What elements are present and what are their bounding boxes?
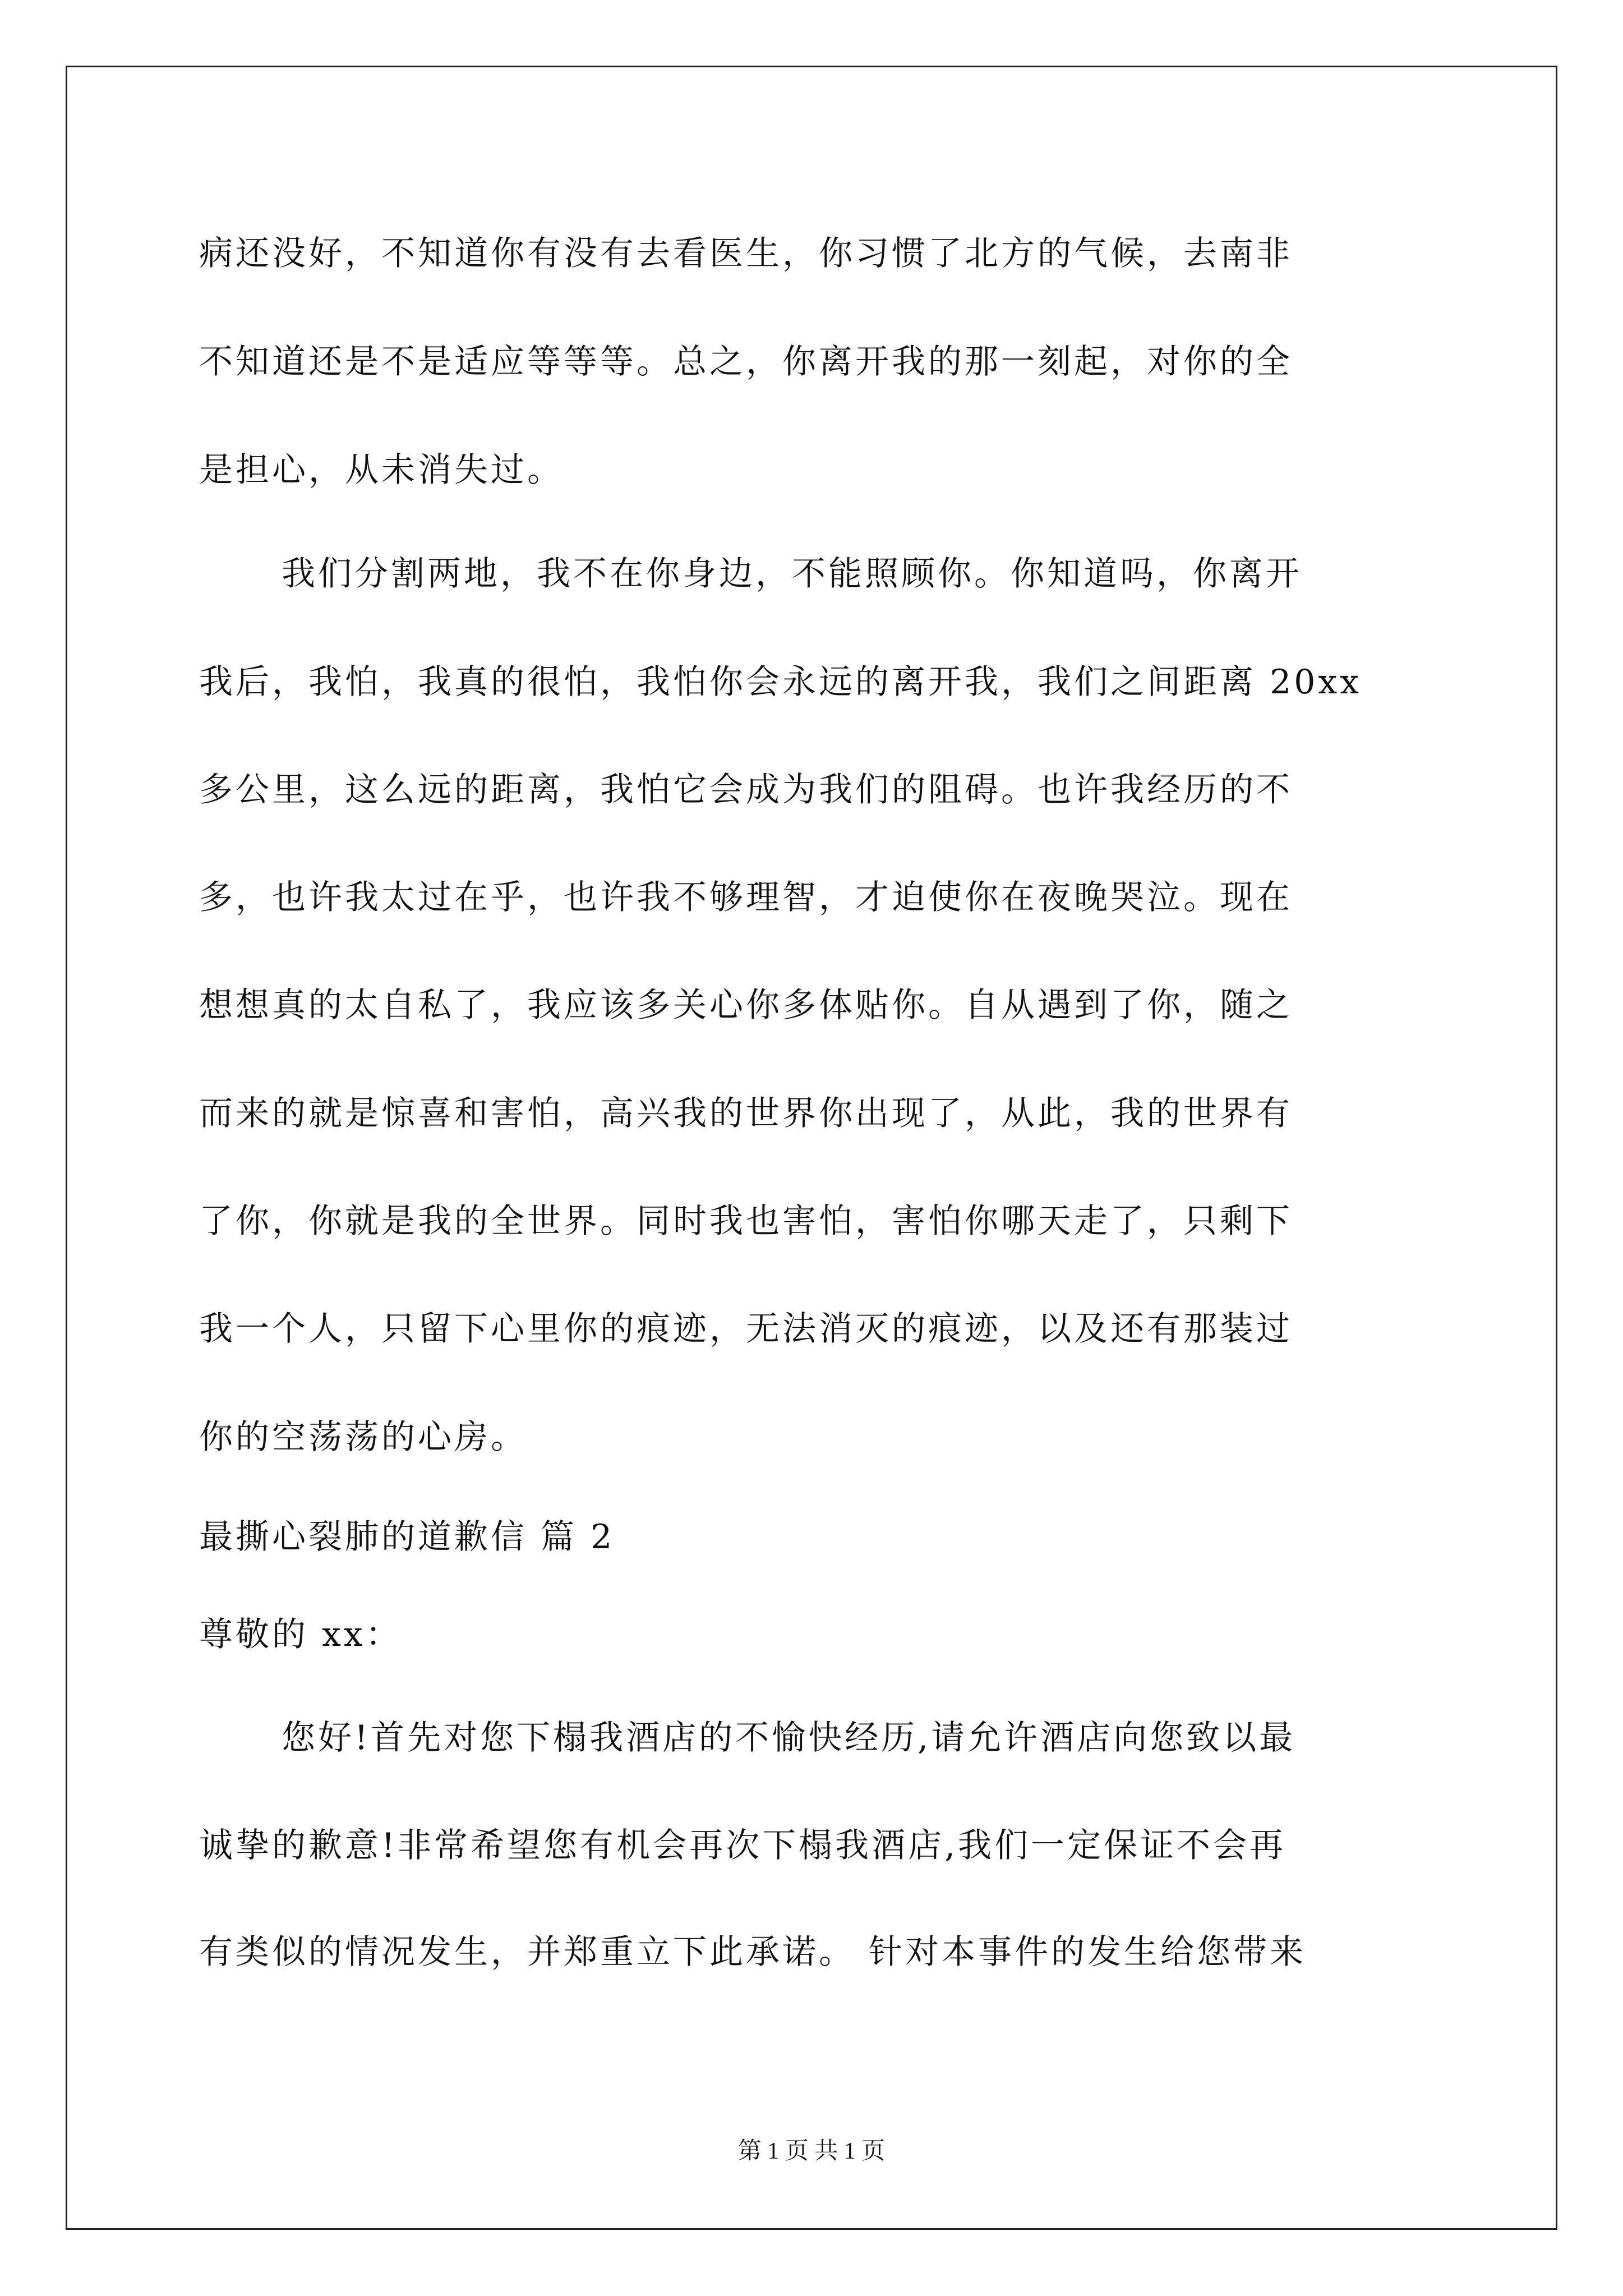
text-line: 了你，你就是我的全世界。同时我也害怕，害怕你哪天走了，只剩下 [199,1202,1293,1241]
text-line: 你的空荡荡的心房。 [199,1418,527,1457]
text-line: 想想真的太自私了，我应该多关心你多体贴你。自从遇到了你，随之 [199,986,1293,1025]
text-line: 是担心，从未消失过。 [199,450,564,490]
text-line: 多，也许我太过在乎，也许我不够理智，才迫使你在夜晚哭泣。现在 [199,878,1293,917]
text-line: 多公里，这么远的距离，我怕它会成为我们的阻碍。也许我经历的不 [199,770,1293,809]
page-border [66,66,1557,2230]
text-line: 不知道还是不是适应等等等。总之，你离开我的那一刻起，对你的全 [199,342,1293,381]
text-line: 而来的就是惊喜和害怕，高兴我的世界你出现了，从此，我的世界有 [199,1094,1293,1133]
section-heading: 最撕心裂肺的道歉信 篇 2 [199,1517,615,1557]
salutation: 尊敬的 xx： [199,1615,402,1654]
text-line: 病还没好，不知道你有没有去看医生，你习惯了北方的气候，去南非 [199,234,1293,273]
text-line: 您好!首先对您下榻我酒店的不愉快经历,请允许酒店向您致以最 [282,1718,1296,1757]
text-line: 我后，我怕，我真的很怕，我怕你会永远的离开我，我们之间距离 20xx [199,662,1362,702]
text-line: 有类似的情况发生，并郑重立下此承诺。 针对本事件的发生给您带来 [199,1932,1307,1972]
page-footer: 第 1 页 共 1 页 [737,2138,886,2164]
text-line: 我们分割两地，我不在你身边，不能照顾你。你知道吗，你离开 [282,554,1302,593]
text-line: 诚挚的歉意!非常希望您有机会再次下榻我酒店,我们一定保证不会再 [199,1826,1287,1865]
text-line: 我一个人，只留下心里你的痕迹，无法消灭的痕迹，以及还有那装过 [199,1309,1293,1349]
